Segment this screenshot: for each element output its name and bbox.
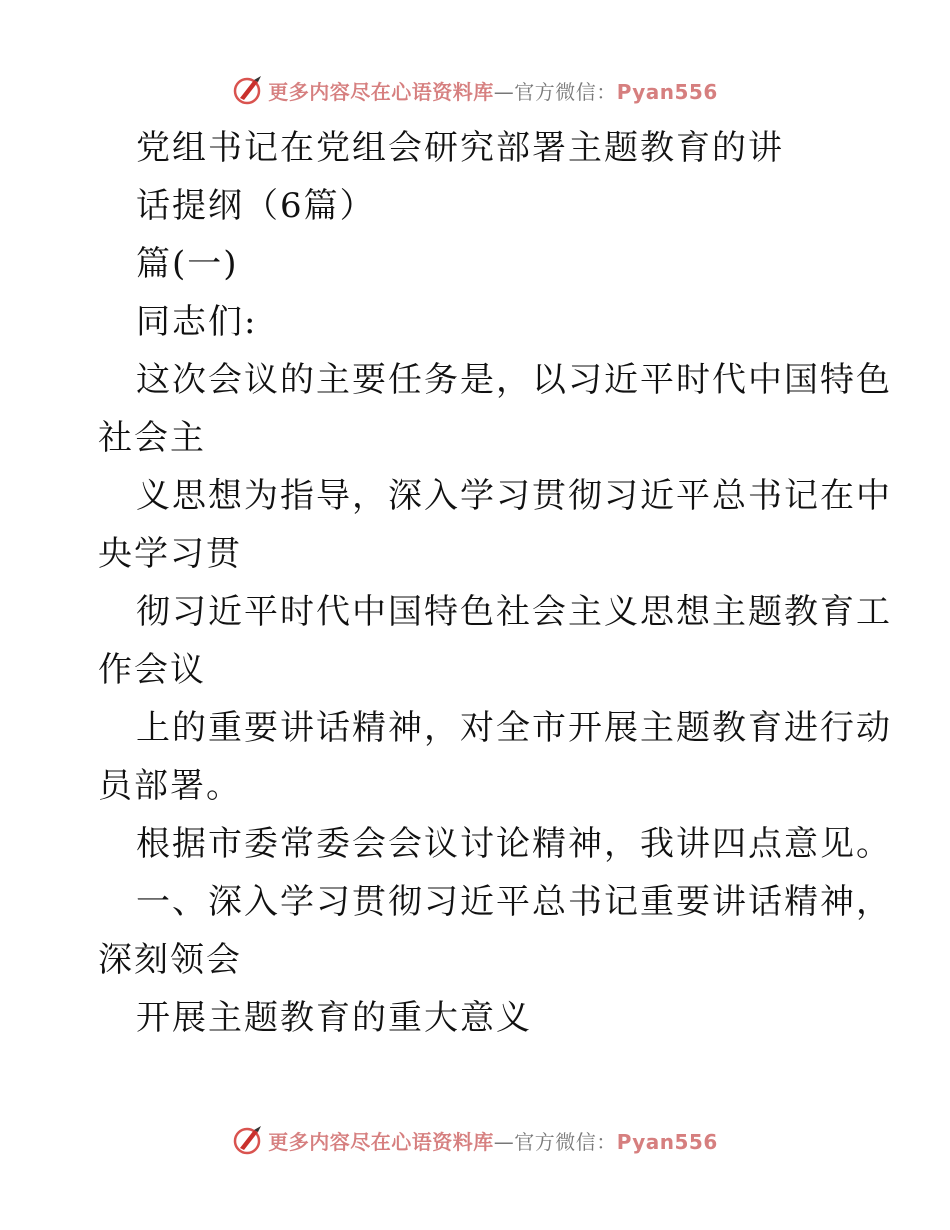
quill-logo-icon	[232, 1124, 264, 1156]
watermark-dash: —	[493, 1129, 515, 1154]
paragraph-line: 上的重要讲话精神，对全市开展主题教育进行动	[136, 708, 892, 748]
paragraph-line: 央学习贯	[98, 534, 242, 574]
paragraph-line: 彻习近平时代中国特色社会主义思想主题教育工	[136, 592, 892, 632]
paragraph-line: 社会主	[98, 418, 206, 458]
watermark-brand: 更多内容尽在心语资料库	[268, 79, 494, 104]
paragraph-line: 义思想为指导，深入学习贯彻习近平总书记在中	[136, 476, 892, 516]
subheading-line: 深刻领会	[98, 940, 242, 980]
salutation: 同志们:	[136, 302, 258, 342]
document-title-line-1: 党组书记在党组会研究部署主题教育的讲	[136, 128, 784, 168]
watermark-contact: 官方微信：	[514, 79, 617, 104]
paragraph-line: 员部署。	[98, 766, 242, 806]
watermark-brand: 更多内容尽在心语资料库	[268, 1129, 494, 1154]
paragraph-line: 根据市委常委会会议讨论精神，我讲四点意见。	[136, 824, 892, 864]
paragraph-line: 这次会议的主要任务是，以习近平时代中国特色	[136, 360, 892, 400]
section-heading: 篇(一)	[136, 244, 239, 284]
watermark-wechat: Pyan556	[616, 79, 718, 104]
watermark-wechat: Pyan556	[616, 1129, 718, 1154]
subheading-line: 开展主题教育的重大意义	[136, 998, 532, 1038]
subheading-line: 一、深入学习贯彻习近平总书记重要讲话精神，	[136, 882, 892, 922]
watermark-contact: 官方微信：	[514, 1129, 617, 1154]
watermark-dash: —	[493, 79, 515, 104]
paragraph-line: 作会议	[98, 650, 206, 690]
quill-logo-icon	[232, 74, 264, 106]
footer-watermark	[0, 1122, 950, 1158]
document-title-line-2: 话提纲（6篇）	[136, 186, 376, 226]
header-watermark	[0, 72, 950, 108]
